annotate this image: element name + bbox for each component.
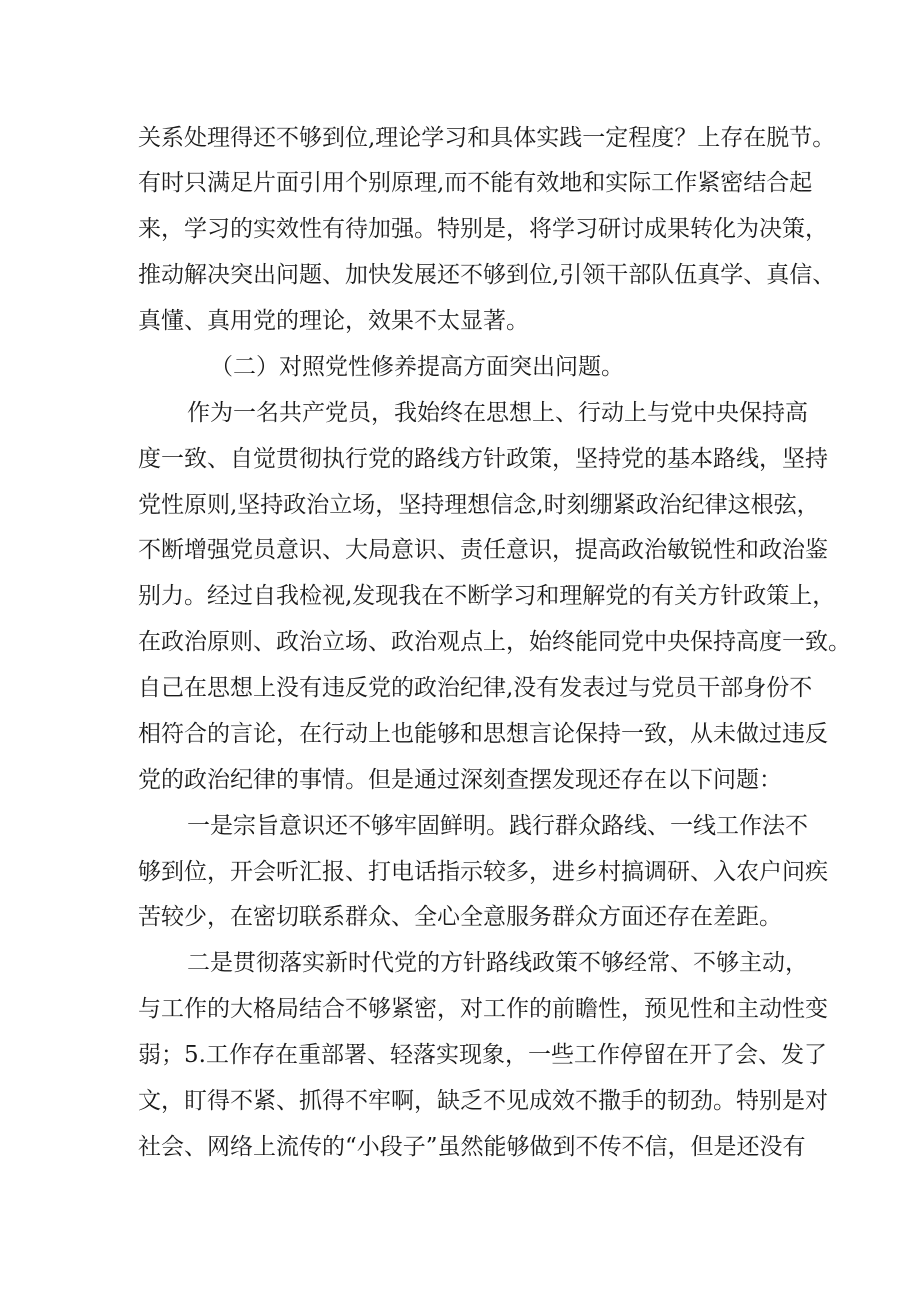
text-line-10: 不断增强党员意识、大局意识、责任意识，提高政治敏锐性和政治鉴 bbox=[138, 537, 828, 563]
text-line-3: 来，学习的实效性有待加强。特别是，将学习研讨成果转化为决策， bbox=[138, 216, 828, 242]
text-line-5: 真懂、真用党的理论，效果不太显著。 bbox=[138, 308, 529, 334]
text-line-19: 二是贯彻落实新时代党的方针路线政策不够经常、不够主动， bbox=[187, 950, 808, 976]
text-line-2: 有时只满足片面引用个别原理,而不能有效地和实际工作紧密结合起 bbox=[138, 170, 813, 196]
text-line-21: 弱；5.工作存在重部署、轻落实现象，一些工作停留在开了会、发了 bbox=[138, 1042, 827, 1068]
text-line-18: 苦较少，在密切联系群众、全心全意服务群众方面还存在差距。 bbox=[138, 904, 782, 930]
text-line-9: 党性原则,坚持政治立场，坚持理想信念,时刻绷紧政治纪律这根弦， bbox=[138, 492, 820, 518]
text-line-7: 作为一名共产党员，我始终在思想上、行动上与党中央保持高 bbox=[187, 400, 808, 426]
text-line-12: 在政治原则、政治立场、政治观点上，始终能同党中央保持高度一致。 bbox=[138, 629, 851, 655]
text-line-22: 文，盯得不紧、抓得不牢啊，缺乏不见成效不撒手的韧劲。特别是对 bbox=[138, 1088, 828, 1114]
text-line-20: 与工作的大格局结合不够紧密，对工作的前瞻性，预见性和主动性变 bbox=[138, 996, 828, 1022]
text-line-8: 度一致、自觉贯彻执行党的路线方针政策，坚持党的基本路线，坚持 bbox=[138, 446, 828, 472]
text-line-17: 够到位，开会听汇报、打电话指示较多，进乡村搞调研、入农户问疾 bbox=[138, 859, 828, 885]
section-heading: （二）对照党性修养提高方面突出问题。 bbox=[210, 354, 624, 380]
text-line-16: 一是宗旨意识还不够牢固鲜明。践行群众路线、一线工作法不 bbox=[187, 813, 808, 839]
text-line-23: 社会、网络上流传的“小段子”虽然能够做到不传不信，但是还没有 bbox=[138, 1134, 806, 1160]
text-line-1: 关系处理得还不够到位,理论学习和具体实践一定程度？上存在脱节。 bbox=[138, 125, 836, 151]
text-line-11: 别力。经过自我检视,发现我在不断学习和理解党的有关方针政策上， bbox=[138, 583, 836, 609]
text-line-13: 自己在思想上没有违反党的政治纪律,没有发表过与党员干部身份不 bbox=[138, 675, 813, 701]
text-line-15: 党的政治纪律的事情。但是通过深刻查摆发现还存在以下问题： bbox=[138, 767, 782, 793]
text-line-4: 推动解决突出问题、加快发展还不够到位,引领干部队伍真学、真信、 bbox=[138, 262, 836, 288]
text-line-14: 相符合的言论，在行动上也能够和思想言论保持一致，从未做过违反 bbox=[138, 721, 828, 747]
